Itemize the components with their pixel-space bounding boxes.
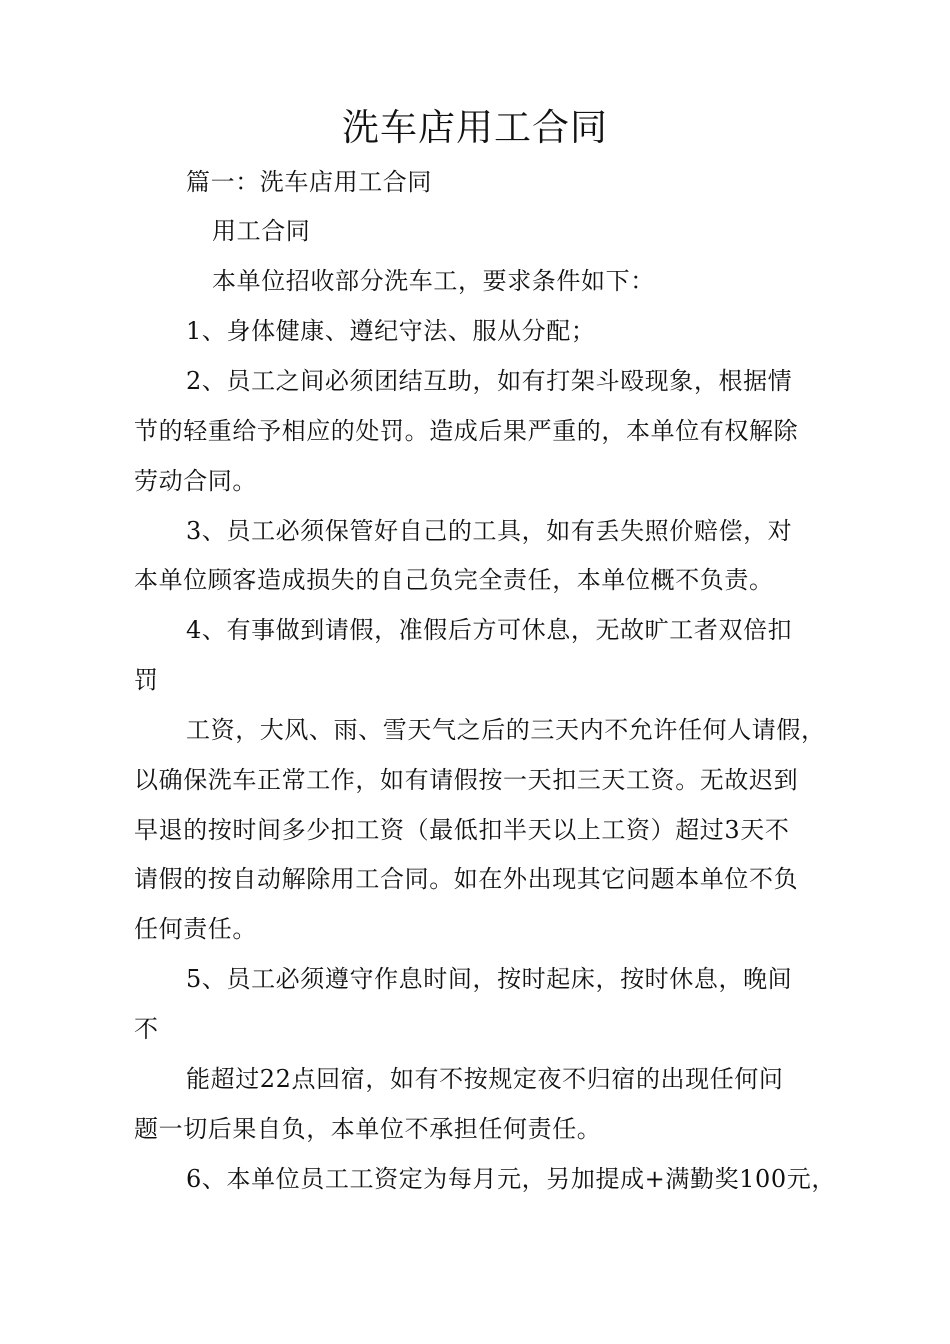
clause-1: 1、身体健康、遵纪守法、服从分配； bbox=[186, 317, 596, 345]
clause-5-continued-line-1: 能超过22点回宿，如有不按规定夜不归宿的出现任何问 bbox=[186, 1065, 784, 1093]
clause-3-line-1: 3、员工必须保管好自己的工具，如有丢失照价赔偿，对 bbox=[186, 517, 793, 545]
clause-4-line-2: 罚 bbox=[134, 666, 159, 694]
contract-subtitle: 用工合同 bbox=[212, 217, 311, 245]
clause-2-line-1: 2、员工之间必须团结互助，如有打架斗殴现象，根据情 bbox=[186, 367, 793, 395]
clause-6-line-1: 6、本单位员工工资定为每月元，另加提成+满勤奖100元， bbox=[186, 1165, 836, 1193]
clause-2-line-2: 节的轻重给予相应的处罚。造成后果严重的，本单位有权解除 bbox=[134, 417, 799, 445]
clause-5-line-2: 不 bbox=[134, 1015, 159, 1043]
clause-4-continued-line-1: 工资，大风、雨、雪天气之后的三天内不允许任何人请假， bbox=[186, 716, 826, 744]
clause-2-line-3: 劳动合同。 bbox=[134, 467, 257, 495]
document-title: 洗车店用工合同 bbox=[342, 106, 608, 149]
clause-4-continued-line-5: 任何责任。 bbox=[134, 915, 257, 943]
section-heading: 篇一：洗车店用工合同 bbox=[186, 168, 432, 196]
intro-paragraph: 本单位招收部分洗车工，要求条件如下： bbox=[212, 267, 655, 295]
clause-4-line-1: 4、有事做到请假，准假后方可休息，无故旷工者双倍扣 bbox=[186, 616, 793, 644]
clause-4-continued-line-4: 请假的按自动解除用工合同。如在外出现其它问题本单位不负 bbox=[134, 865, 799, 893]
clause-5-continued-line-2: 题一切后果自负，本单位不承担任何责任。 bbox=[134, 1115, 602, 1143]
clause-3-line-2: 本单位顾客造成损失的自己负完全责任，本单位概不负责。 bbox=[134, 566, 774, 594]
clause-4-continued-line-2: 以确保洗车正常工作，如有请假按一天扣三天工资。无故迟到 bbox=[134, 766, 799, 794]
clause-5-line-1: 5、员工必须遵守作息时间，按时起床，按时休息，晚间 bbox=[186, 965, 793, 993]
clause-4-continued-line-3: 早退的按时间多少扣工资（最低扣半天以上工资）超过3天不 bbox=[134, 816, 790, 844]
